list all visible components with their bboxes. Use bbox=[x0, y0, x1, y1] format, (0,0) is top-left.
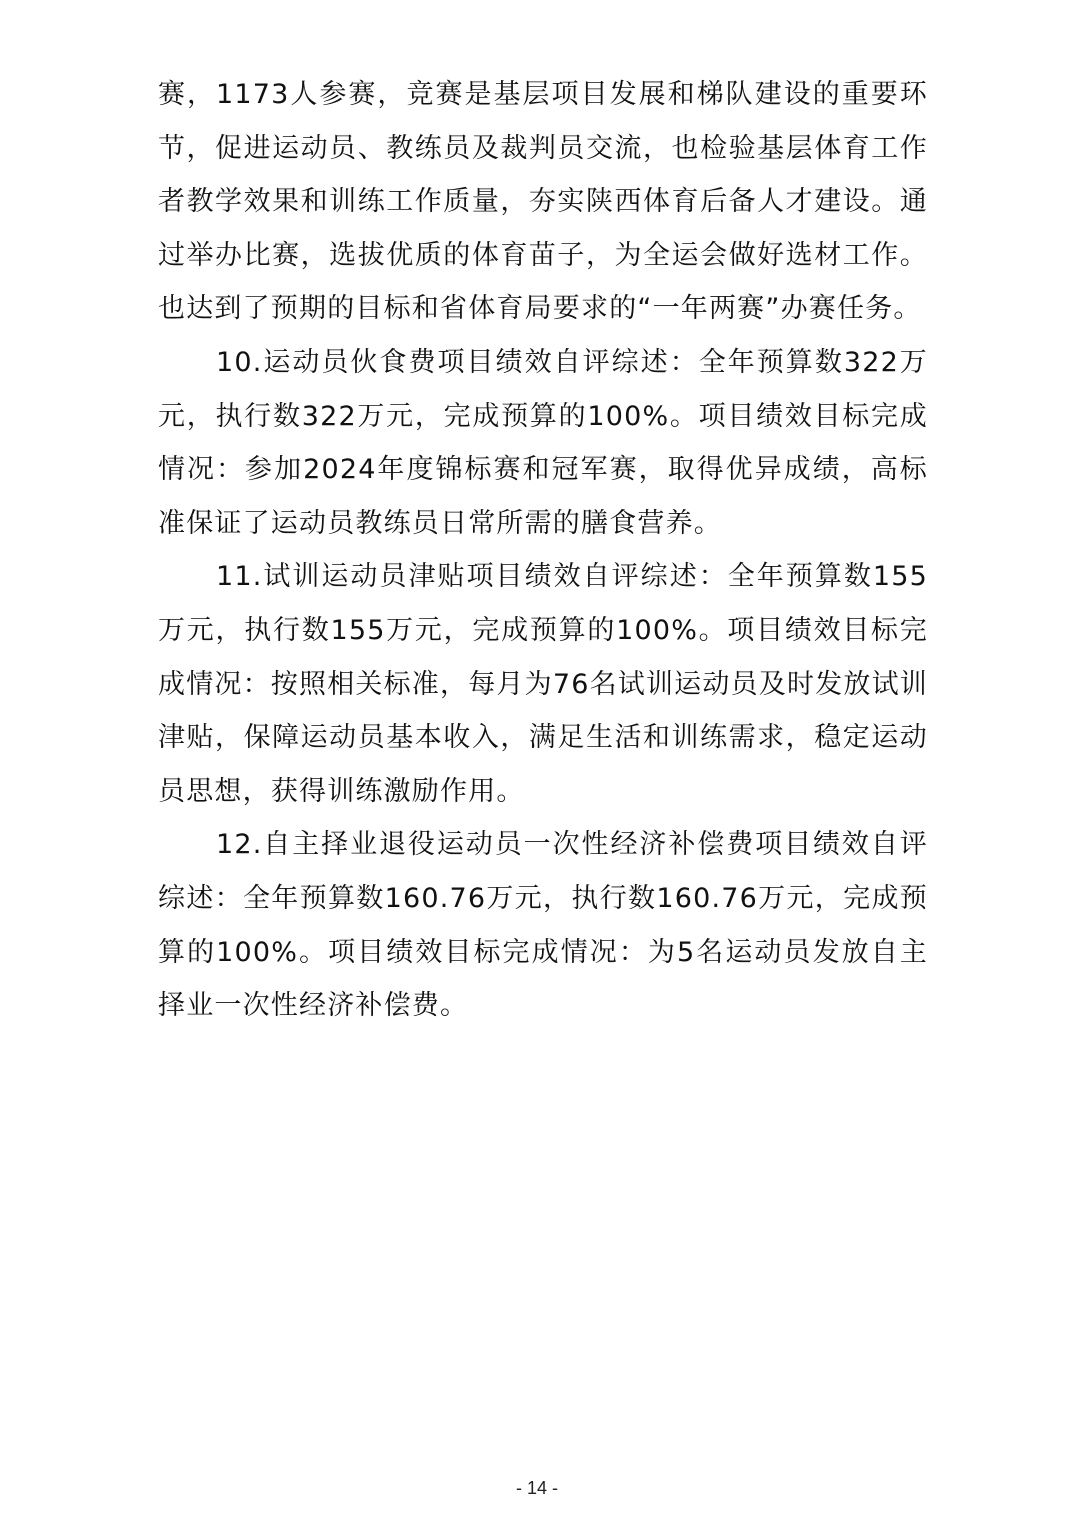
paragraph-continuation: 赛，1173人参赛，竞赛是基层项目发展和梯队建设的重要环节，促进运动员、教练员及裁判员交流，也检验基层体育工作者教学效果和训练工作质量，夯实陕西体育后备人才建设。通过举办比赛，选拔优质的体育苗子，为全运会做好选材工作。也达到了预期的目标和省体育局要求的“一年两赛”办赛任务。 bbox=[158, 79, 928, 325]
paragraph-item-11: 11.试训运动员津贴项目绩效自评综述：全年预算数155万元，执行数155万元，完成预算的100%。项目绩效目标完成情况：按照相关标准，每月为76名试训运动员及时发放试训津贴，保障运动员基本收入，满足生活和训练需求，稳定运动员思想，获得训练激励作用。 bbox=[158, 561, 928, 807]
paragraph-item-10: 10.运动员伙食费项目绩效自评综述：全年预算数322万元，执行数322万元，完成预算的100%。项目绩效目标完成情况：参加2024年度锦标赛和冠军赛，取得优异成绩，高标准保证了运动员教练员日常所需的膳食营养。 bbox=[158, 346, 928, 539]
page-number: - 14 - bbox=[515, 1478, 558, 1498]
paragraph-item-12: 12.自主择业退役运动员一次性经济补偿费项目绩效自评综述：全年预算数160.76万元，执行数160.76万元，完成预算的100%。项目绩效目标完成情况：为5名运动员发放自主择业一次性经济补偿费。 bbox=[158, 829, 928, 1022]
document-body bbox=[158, 68, 928, 1033]
